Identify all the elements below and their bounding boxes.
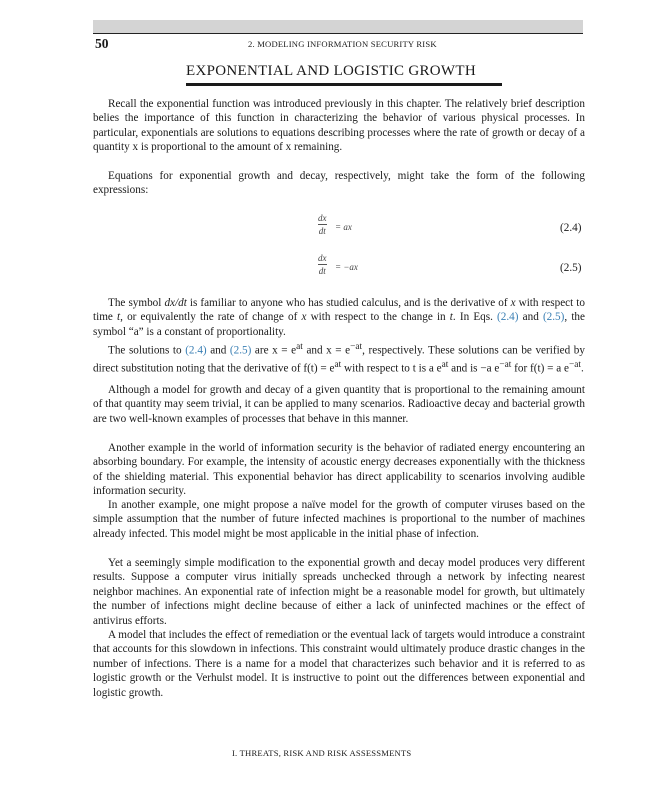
paragraph-8: [93, 556, 585, 628]
paragraph-5-text: Although a model for growth and decay of a given quantity that is proportional to the remaining amount of that quantity may seem trivial, it can be applied to many scenarios. Radioactive decay and bacterial growth are two well-known examples of processes that behave in this manner.: [93, 384, 585, 425]
p3-text-g: and: [518, 311, 543, 324]
p4-text-a: The solutions to: [108, 344, 186, 357]
equation-2-5-numerator: dx: [318, 253, 327, 263]
equation-ref-2-4[interactable]: (2.4): [497, 311, 519, 324]
p4-exponent: at: [296, 342, 303, 352]
section-title: EXPONENTIAL AND LOGISTIC GROWTH: [186, 63, 476, 79]
p4-exponent: at: [334, 360, 342, 371]
paragraph-9: [93, 628, 585, 700]
paragraph-4: [93, 340, 585, 376]
equation-2-4-numerator: dx: [318, 213, 327, 223]
paragraph-7: [93, 498, 585, 541]
equation-ref-2-5[interactable]: (2.5): [229, 344, 252, 357]
p4-exponent: −at: [499, 360, 512, 371]
fraction-bar: [318, 264, 327, 265]
paragraph-1: [93, 97, 585, 155]
title-rule: [186, 83, 502, 86]
equation-2-5-label: (2.5): [560, 262, 582, 274]
p3-text-e: with respect to the change in: [306, 311, 450, 324]
equation-2-4-rhs: = ax: [335, 222, 352, 232]
footer-part-title: I. THREATS, RISK AND RISK ASSESSMENTS: [232, 748, 412, 758]
p4-exponent: at: [441, 360, 449, 371]
p3-text-h: , the symbol “a” is a constant of proportionality.: [93, 311, 585, 338]
p4-text-h: for f(t) = a e: [511, 362, 569, 375]
equation-ref-2-4[interactable]: (2.4): [185, 344, 207, 357]
equation-ref-2-5[interactable]: (2.5): [542, 311, 565, 324]
p3-math-t: t: [449, 311, 453, 324]
p4-text-e: , respectively. These solutions can be verified by direct substitution noting that the derivative of f(t) = e: [93, 344, 585, 375]
p3-math-x: x: [510, 297, 516, 309]
equation-2-4-fraction: [318, 213, 327, 236]
p3-math-dxdt: dx/dt: [164, 297, 187, 309]
p4-text-g: and is −a e: [448, 362, 500, 375]
paragraph-7-text: In another example, one might propose a naïve model for the growth of computer viruses based on the simple assumption that the number of future infected machines is proportional to the number of machines already infected. This model might be most applicable in the initial phase of infection.: [93, 499, 585, 540]
page-number: 50: [95, 36, 109, 51]
paragraph-2-text: Equations for exponential growth and decay, respectively, might take the form of the following expressions:: [93, 170, 585, 197]
equation-2-5-fraction: [318, 253, 327, 276]
p4-exponent: −at: [350, 342, 363, 352]
paragraph-6-text: Another example in the world of information security is the behavior of radiated energy encountering an absorbing boundary. For example, the intensity of acoustic energy decreases exponentially with the thickness of the shielding material. This exponential behavior has direct applicability to scenarios involving audible information security.: [93, 442, 585, 498]
paragraph-2: [93, 169, 585, 198]
p4-text-b: and: [206, 344, 230, 357]
equation-2-5-rhs: = −ax: [335, 262, 358, 272]
equation-2-5-denominator: dt: [318, 266, 326, 276]
p3-math-t: t: [117, 311, 121, 324]
p3-text-a: The symbol: [108, 297, 165, 309]
p4-text-c: are x = e: [251, 344, 297, 357]
p3-text-d: , or equivalently the rate of change of: [120, 311, 302, 324]
p3-math-x: x: [301, 311, 307, 324]
p4-text-d: and x = e: [302, 344, 351, 357]
fraction-bar: [318, 224, 327, 225]
p3-text-b: is familiar to anyone who has studied calculus, and is the derivative of: [186, 297, 511, 309]
running-head: 2. MODELING INFORMATION SECURITY RISK: [248, 39, 437, 49]
equation-2-4-label: (2.4): [560, 222, 582, 234]
paragraph-3: [93, 296, 585, 339]
header-band: [93, 20, 583, 33]
paragraph-1-text: Recall the exponential function was introduced previously in this chapter. The relatively brief description belies the importance of this function in characterizing the behavior of various physical processes. In particular, exponentials are solutions to equations describing processes where the rate of growth or decay of a quantity x is proportional to the amount of x remaining.: [93, 98, 585, 154]
p3-text-c: with respect to time: [93, 297, 585, 324]
paragraph-8-text: Yet a seemingly simple modification to the exponential growth and decay model produces very different results. Suppose a computer virus initially spreads unchecked through a network by infecting nearest neighbor machines. An exponential rate of infection might be a reasonable model for growth, but ultimately the number of infections might decline because of either a lack of uninfected machines or the effect of antivirus efforts.: [93, 557, 585, 627]
paragraph-9-text: A model that includes the effect of remediation or the eventual lack of targets would introduce a constraint that accounts for this slowdown in infections. This constraint would ultimately produce drastic changes in the number of infections. There is a name for a model that characterizes such behavior and it is referred to as logistic growth or the Verhulst model. It is instructive to point out the differences between exponential and logistic growth.: [93, 629, 585, 699]
equation-2-4-denominator: dt: [318, 226, 326, 236]
header-rule: [93, 33, 583, 34]
paragraph-5: [93, 383, 585, 426]
p4-exponent: −at: [568, 360, 581, 371]
p3-text-f: . In Eqs.: [452, 311, 498, 324]
paragraph-6: [93, 441, 585, 499]
p4-text-i: .: [580, 362, 584, 375]
p4-text-f: with respect to t is a e: [341, 362, 442, 375]
